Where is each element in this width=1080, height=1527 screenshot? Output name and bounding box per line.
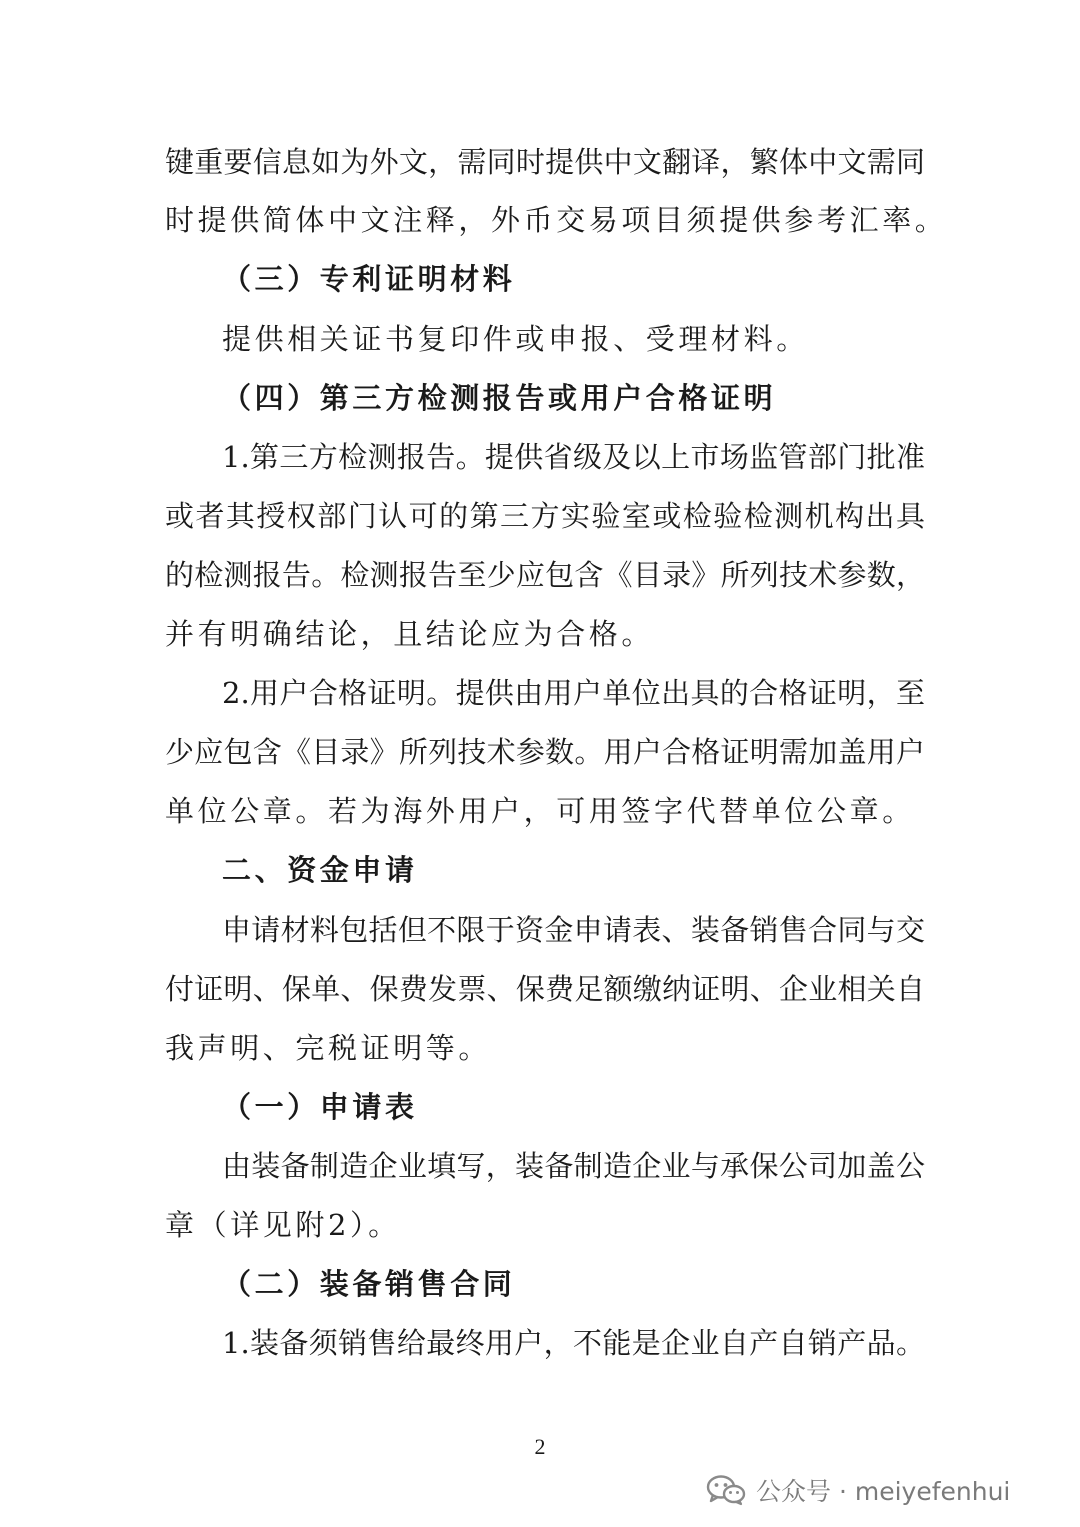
text-line-18: 由装备制造企业填写，装备制造企业与承保公司加盖公 bbox=[222, 1149, 925, 1183]
text-line-9: 并有明确结论，且结论应为合格。 bbox=[165, 617, 655, 651]
text-line-4: 提供相关证书复印件或申报、受理材料。 bbox=[222, 322, 809, 356]
section-heading-testing: （四）第三方检测报告或用户合格证明 bbox=[222, 381, 777, 415]
text-line-2: 时提供简体中文注释，外币交易项目须提供参考汇率。 bbox=[165, 203, 948, 237]
section-heading-patent: （三）专利证明材料 bbox=[222, 262, 516, 296]
text-line-16: 我声明、完税证明等。 bbox=[165, 1031, 492, 1065]
text-line-6: 1.第三方检测报告。提供省级及以上市场监管部门批准 bbox=[222, 440, 925, 474]
wechat-icon bbox=[706, 1474, 746, 1506]
text-line-7: 或者其授权部门认可的第三方实验室或检验检测机构出具 bbox=[165, 499, 925, 533]
text-line-19: 章（详见附2）。 bbox=[165, 1208, 401, 1242]
watermark-text: 公众号 · meiyefenhui bbox=[756, 1477, 1011, 1506]
page-number: 2 bbox=[534, 1434, 546, 1459]
text-line-21: 1.装备须销售给最终用户，不能是企业自产自销产品。 bbox=[222, 1326, 925, 1360]
text-line-1: 键重要信息如为外文，需同时提供中文翻译，繁体中文需同 bbox=[165, 145, 925, 179]
text-line-12: 单位公章。若为海外用户，可用签字代替单位公章。 bbox=[165, 794, 915, 828]
text-line-10: 2.用户合格证明。提供由用户单位出具的合格证明，至 bbox=[222, 676, 925, 710]
section-heading-sales-contract: （二）装备销售合同 bbox=[222, 1267, 516, 1301]
section-heading-application-form: （一）申请表 bbox=[222, 1090, 418, 1124]
section-heading-fund-application: 二、资金申请 bbox=[222, 853, 418, 887]
text-line-15: 付证明、保单、保费发票、保费足额缴纳证明、企业相关自 bbox=[165, 972, 925, 1006]
text-line-8: 的检测报告。检测报告至少应包含《目录》所列技术参数， bbox=[165, 558, 925, 592]
text-line-11: 少应包含《目录》所列技术参数。用户合格证明需加盖用户 bbox=[165, 735, 925, 769]
watermark bbox=[706, 1466, 1010, 1514]
text-line-14: 申请材料包括但不限于资金申请表、装备销售合同与交 bbox=[222, 913, 925, 947]
